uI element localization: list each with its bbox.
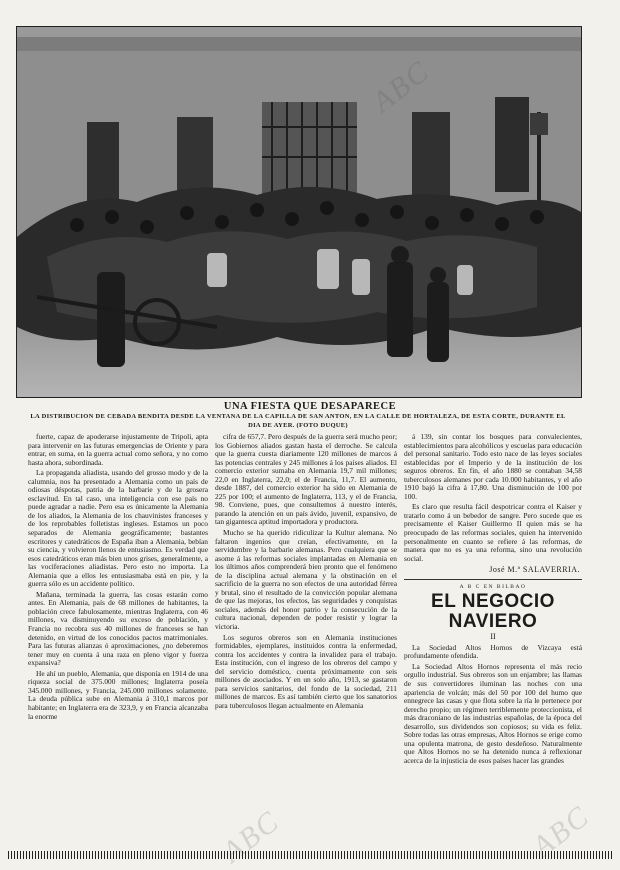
paragraph: cifra de 657,7. Pero después de la guerra será mucho peor; los Gobiernos aliados gastan hasta el derroche. Se calcula que la guerra cuesta diariamente 120 millones de marcos á las potencias centrales y 245 millones á los países aliados. El comercio exterior sumaba en Alemania 19,7 mil millones; 22,0 en Inglaterra, 22,0; el de Francia, 11,7. El aumento, desde 1887, del comercio exterior ha sido en Alemania de 225 por 100; el aumento de Inglaterra, 113, y el de Francia, 98. Conviene, pues, que consultemos á nuestro interés, parando la atención en un país ávido, juvenil, expansivo, de tan gigantesca aptitud importadora y productora. <box>215 433 397 527</box>
article-column-1 <box>28 433 208 853</box>
photo-caption: LA DISTRIBUCION DE CEBADA BENDITA DESDE LA VENTANA DE LA CAPILLA DE SAN ANTON, EN LA CALLE DE HORTALEZA, DE ESTA CORTE, DURANTE EL DIA DE AYER. (FOTO DUQUE) <box>30 413 566 429</box>
paragraph: Mucho se ha querido ridiculizar la Kultur alemana. No faltaron ingenios que creían, efectivamente, en la servidumbre y la barbarie alemanas. Pero cualquiera que se asome á las reformas sociales implantadas en Alemania en los últimos años comprenderá bien pronto que el fenómeno de la disciplina actual alemana y la obstinación en el sacrificio de la guerra no son efectos de una autoridad férrea y brutal, sino el resultado de la convicción popular alemana de que las mejoras, los efectos, las seguridades y conquistas sociales, además del honor patrio y la consecución de la cultura nacional, dependen de poder resistir y lograr la victoria. <box>215 528 397 632</box>
article-title: EL NEGOCIO NAVIERO <box>431 591 555 633</box>
photo-headline: UNA FIESTA QUE DESAPARECE <box>223 401 397 412</box>
scan-edge-strip <box>8 851 612 859</box>
divider <box>404 579 582 580</box>
news-photo <box>16 26 582 398</box>
watermark: ABC <box>526 799 596 864</box>
watermark: ABC <box>216 804 286 869</box>
paragraph: La Sociedad Altos Hornos representa el más recio orgullo industrial. Sus obreros son un enjambre; las llamas de sus convertidores iluminan las noches con una apariencia de volcán; más del 50 por 100 del humo que ennegrece las casas y que flota sobre la ría le pertenece por derecho propio; un régimen terriblemente proteccionista, el más draconiano de las industrias españolas, de la época del desarrollo, sus dividendos son copiosos; su vida es feliz. Sobre todas las otras empresas, Altos Hornos se erige como una opulenta matrona, de gesto desdeñoso. Naturalmente que Altos Hornos no se ha detenido nunca á reflexionar acerca de la injusticia de esos países hacer las grandes <box>404 661 582 765</box>
author-signature: José M.ª SALAVERRIA. <box>489 565 580 575</box>
part-numeral: II <box>490 632 496 642</box>
paragraph: La propaganda aliadista, usando del grosso modo y de la calumnia, nos ha presentado a Alemania como un país de odiosas déspotas, patria de la barbarie y de la grosera esclavitud. En tal caso, una inteligencia con ese país no puede agradar a nadie. Pero esa es únicamente la Alemania de los aliados, la Alemania de los chauvinistes franceses y de los reprobables folletistas ingleses. Estamos un poco separados de Alemania geográficamente; bastantes escritores y catedráticos de España iban a Alemania, bebían su ciencia, y volvieron llenos de entusiasmo. Es verdad que esos catedráticos eran más bien unos grises, generalmente, a las vociferaciones aliadistas. Pero esto no importa. La Alemania que a ellos les entusiasmaba está en pie, y la guerra sólo es un accidente político. <box>28 468 208 589</box>
paragraph: fuerte, capaz de apoderarse injustamente de Tripoli, apta para intervenir en las futuras emergencias de Oriente y para entrar, en suma, en la guerra actual como señora, y no como hasta ahora, subordinada. <box>28 433 208 467</box>
section-label: A B C EN BILBAO <box>459 583 527 590</box>
paragraph: Mañana, terminada la guerra, las cosas estarán como antes. En Alemania, país de 68 millones de habitantes, la población crece fabulosamente, mientras Inglaterra, con 46 millones, va disminuyendo su exceso de población, y Francia no recobra sus 40 millones de franceses se han detenido, en virtud de los conocidos pactos matrimoniales. Para las futuras alianzas ó aproximaciones, ¿no deberemos tener muy en cuenta á una raza en pleno vigor y fuerza expansiva? <box>28 589 208 668</box>
paragraph: Los seguros obreros son en Alemania instituciones formidables, ejemplares, instituidos contra la enfermedad, contra los accidentes y contra la invalidez para el trabajo. Esta institución, con el ingreso de los obreros del campo y del servicio doméstico, cuenta próximamente con seis millones de asociados. Y en un solo año, 1913, se gastaron para servicios sanitarios, del fondo de la sociedad, 211 millones de marcos. Es así también cierto que los sanatorios para tuberculosos llegan actualmente en Alemania <box>215 632 397 710</box>
paragraph: He ahí un pueblo, Alemania, que disponía en 1914 de una riqueza social de 375.000 millones; Inglaterra poseía 345.000 millones, y Francia, 245.000 millones solamente. La deuda pública sube en Alemania á 310,1 marcos por habitante; en Inglaterra era de 323,9, y en Francia alcanzaba la enorme <box>28 668 208 721</box>
paragraph: La Sociedad Altos Hornos de Vizcaya está profundamente ofendida. <box>404 642 582 661</box>
paragraph: Es claro que resulta fácil despotricar contra el Kaiser y tratarlo como á un bebedor de sangre. Pero sucede que es precisamente el Kaiser Guillermo II quien más se ha preocupado de las reformas sociales, quien ha intervenido personalmente en cuanto se refiere á las reformas, de manera que no es ya una reforma, sino una revolución social. <box>404 502 582 563</box>
crowd-street-photo <box>17 27 581 397</box>
article-column-3 <box>404 433 582 853</box>
article-column-2 <box>215 433 397 853</box>
paragraph: á 139, sin contar los bosques para convalecientes, establecimientos para alcohólicos y escuelas para educación del personal sanitario. Todo esto nace de las leyes sociales establecidas por el Imperio y de la institución de los seguros obreros. En fin, el año 1880 se contaban 34,58 tuberculosos alemanes por cada 10.000 habitantes, y el año 1910 bajó la cifra á 17,80. Una disminución de 100 por 100. <box>404 433 582 501</box>
